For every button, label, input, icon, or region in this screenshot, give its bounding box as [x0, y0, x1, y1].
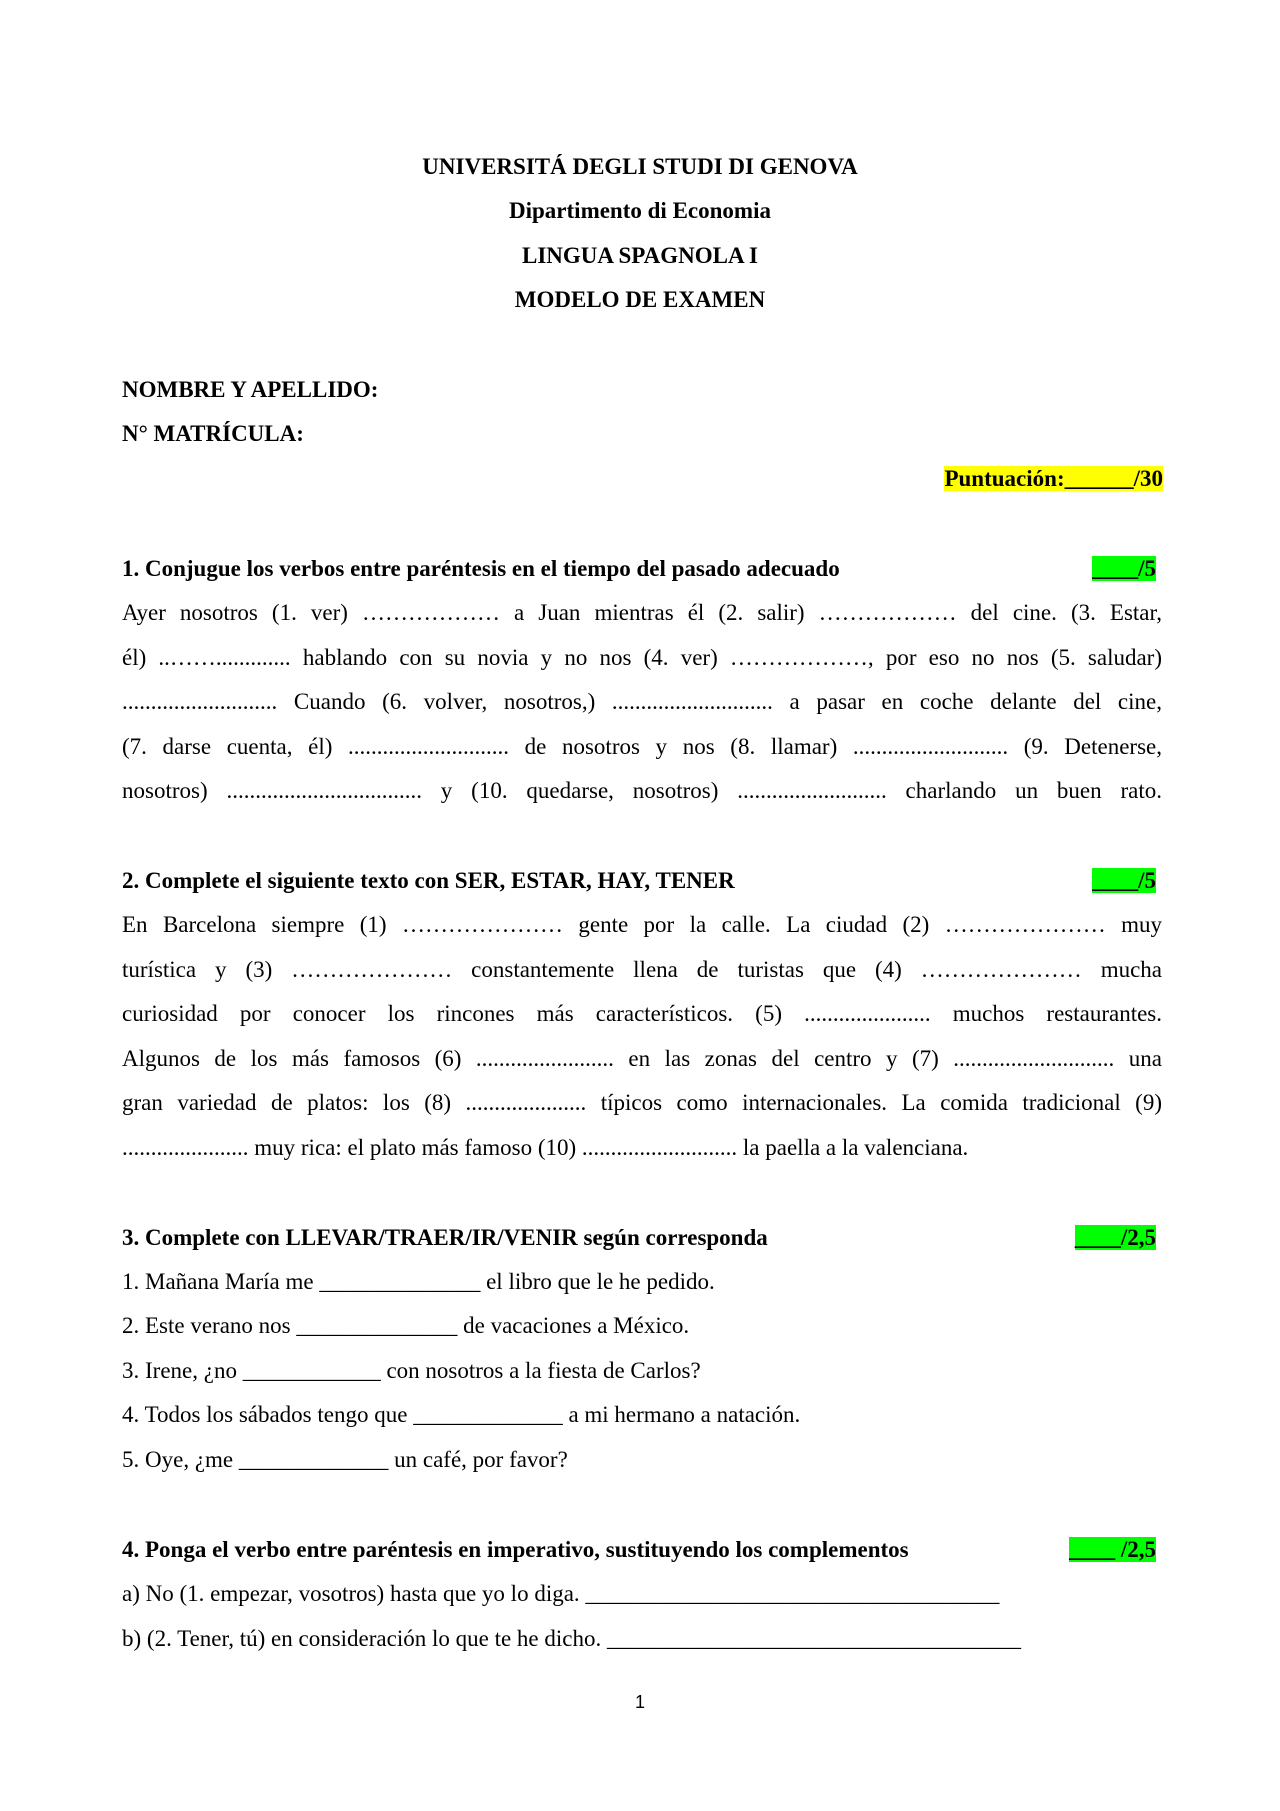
section-4-title: 4. Ponga el verbo entre paréntesis en imperativo, sustituyendo los complementos — [122, 1537, 909, 1562]
course-title: LINGUA SPAGNOLA I — [521, 243, 758, 268]
section-3-item: 2. Este verano nos ______________ de vacaciones a México. — [122, 1313, 690, 1338]
section-3-item: 1. Mañana María me ______________ el libro que le he pedido. — [122, 1269, 715, 1294]
university-title: UNIVERSITÁ DEGLI STUDI DI GENOVA — [422, 154, 858, 179]
section-3-score: ____/2,5 — [1074, 1225, 1156, 1250]
section-2-line: curiosidad por conocer los rincones más característicos. (5) ...................... muchos restaurantes. — [122, 1001, 1162, 1026]
section-4-item: a) No (1. empezar, vosotros) hasta que yo lo diga. ____________________________________ — [122, 1581, 1000, 1606]
section-2-score: ____/5 — [1092, 868, 1156, 893]
section-4-item: b) (2. Tener, tú) en consideración lo que te he dicho. ____________________________________ — [122, 1626, 1021, 1651]
section-1-score: ____/5 — [1092, 556, 1156, 581]
section-1-line: (7. darse cuenta, él) ............................ de nosotros y nos (8. llamar) ........................... (9. Detenerse, — [122, 734, 1162, 759]
section-3-item: 4. Todos los sábados tengo que _____________ a mi hermano a natación. — [122, 1402, 801, 1427]
page-number: 1 — [634, 1692, 645, 1712]
section-1-line: ........................... Cuando (6. volver, nosotros,) ............................ a pasar en coche delante del cine, — [122, 689, 1162, 714]
section-2-line: En Barcelona siempre (1) ………………… gente por la calle. La ciudad (2) ………………… muy — [122, 912, 1162, 937]
total-score: Puntuación:______/30 — [944, 466, 1163, 491]
section-3-title: 3. Complete con LLEVAR/TRAER/IR/VENIR según corresponda — [122, 1225, 768, 1250]
section-1-line: Ayer nosotros (1. ver) ……………… a Juan mientras él (2. salir) ……………… del cine. (3. Estar, — [122, 600, 1162, 625]
section-1-line: él) ..……............. hablando con su novia y no nos (4. ver) ………………, por eso no nos (5. saludar) — [122, 645, 1162, 670]
section-3-item: 3. Irene, ¿no ____________ con nosotros a la fiesta de Carlos? — [122, 1358, 701, 1383]
section-4-score: ____ /2,5 — [1069, 1537, 1156, 1562]
section-2-line: gran variedad de platos: los (8) ..................... típicos como internacionales. La comida tradicional (9) — [122, 1090, 1162, 1115]
department-title: Dipartimento di Economia — [509, 198, 771, 223]
exam-title: MODELO DE EXAMEN — [514, 287, 766, 312]
section-2-line: turística y (3) ………………… constantemente llena de turistas que (4) ………………… mucha — [122, 957, 1162, 982]
student-id-label: N° MATRÍCULA: — [122, 421, 304, 446]
section-3-item: 5. Oye, ¿me _____________ un café, por favor? — [122, 1447, 568, 1472]
section-2-title: 2. Complete el siguiente texto con SER, ESTAR, HAY, TENER — [122, 868, 735, 893]
section-1-line: nosotros) .................................. y (10. quedarse, nosotros) .......................... charlando un buen rato. — [122, 778, 1162, 803]
section-1-title: 1. Conjugue los verbos entre paréntesis en el tiempo del pasado adecuado — [122, 556, 840, 581]
section-2-line: Algunos de los más famosos (6) ........................ en las zonas del centro y (7) ............................ una — [122, 1046, 1162, 1071]
section-2-line: ...................... muy rica: el plato más famoso (10) ........................... la paella a la valenciana. — [122, 1135, 969, 1160]
student-name-label: NOMBRE Y APELLIDO: — [122, 377, 379, 402]
